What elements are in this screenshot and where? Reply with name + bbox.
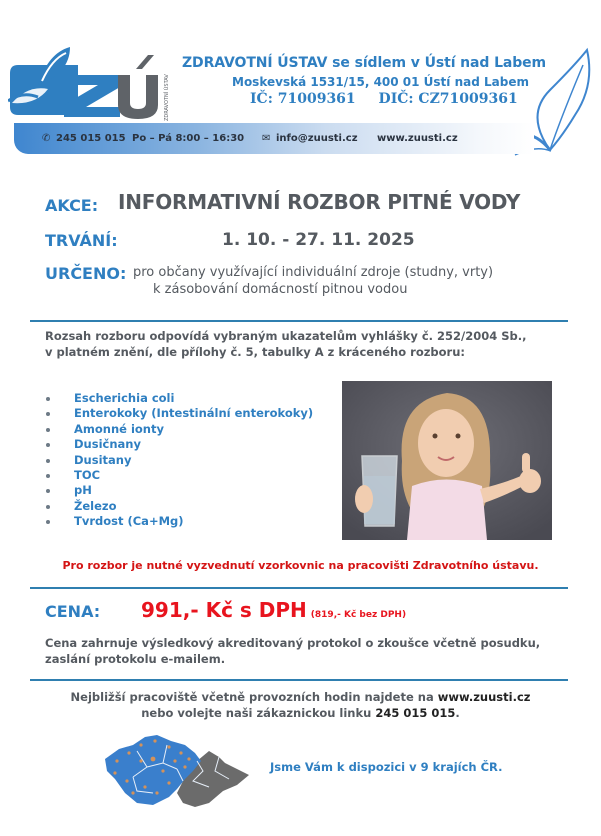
target-audience-line1: pro občany využívající individuální zdroje (studny, vrty) — [133, 265, 494, 280]
envelope-icon: ✉ — [262, 133, 271, 144]
pickup-notice: Pro rozbor je nutné vyzvednutí vzorkovnic na pracovišti Zdravotního ústavu. — [62, 559, 539, 572]
contact-phone[interactable]: 245 015 015 — [56, 133, 126, 144]
price-without-vat: (819,- Kč bez DPH) — [310, 610, 407, 620]
event-title: INFORMATIVNÍ ROZBOR PITNÉ VODY — [118, 190, 521, 214]
dic-number: DIČ: CZ71009361 — [378, 91, 518, 107]
bullet-icon — [46, 520, 50, 524]
divider — [30, 587, 568, 589]
contact-email[interactable]: info@zuusti.cz — [276, 133, 358, 144]
price-value: 991,- Kč s DPH — [141, 598, 307, 622]
list-item: Dusičnany — [40, 437, 313, 452]
bullet-icon — [46, 397, 50, 401]
divider — [30, 679, 568, 681]
contact-bar — [14, 123, 534, 154]
list-item: TOC — [40, 468, 313, 483]
phone-icon: ✆ — [42, 133, 51, 144]
girl-with-water-photo — [342, 381, 552, 540]
ic-number: IČ: 71009361 — [250, 91, 356, 107]
regions-note: Jsme Vám k dispozici v 9 krajích ČR. — [270, 760, 503, 774]
parameter-list — [40, 391, 313, 530]
list-item: pH — [40, 483, 313, 498]
bullet-icon — [46, 412, 50, 416]
czech-map-icon — [97, 731, 252, 811]
urceno-label: URČENO: — [45, 264, 127, 283]
list-item: Amonné ionty — [40, 422, 313, 437]
scope-line2: v platném znění, dle přílohy č. 5, tabulky A z kráceného rozboru: — [45, 345, 465, 359]
list-item: Dusitany — [40, 453, 313, 468]
bullet-icon — [46, 443, 50, 447]
bullet-icon — [46, 459, 50, 463]
contact-website[interactable]: www.zuusti.cz — [377, 133, 458, 144]
list-item: Escherichia coli — [40, 391, 313, 406]
scope-description — [45, 328, 527, 360]
zu-logo — [8, 45, 178, 125]
price-note: Cena zahrnuje výsledkový akreditovaný protokol o zkoušce včetně posudku, zaslání protokolu e-mailem. — [45, 636, 541, 666]
price-with-vat — [141, 598, 406, 622]
price-label: CENA: — [45, 602, 101, 621]
office-hours: Po – Pá 8:00 – 16:30 — [132, 133, 245, 144]
nearest-office-info: Nejbližší pracoviště včetně provozních hodin najdete na www.zuusti.cz nebo volejte naši zákaznickou linku 245 015 015. — [70, 690, 531, 720]
org-ids — [250, 91, 518, 107]
list-item: Tvrdost (Ca+Mg) — [40, 514, 313, 529]
org-name: ZDRAVOTNÍ ÚSTAV se sídlem v Ústí nad Labem — [182, 55, 547, 71]
website-link[interactable]: www.zuusti.cz — [437, 690, 531, 704]
bullet-icon — [46, 489, 50, 493]
akce-label: AKCE: — [45, 196, 99, 215]
trvani-label: TRVÁNÍ: — [45, 231, 118, 250]
target-audience-line2: k zásobování domácností pitnou vodou — [153, 282, 408, 297]
logo-vertical-text: ZDRAVOTNÍ ÚSTAV — [164, 74, 170, 121]
bullet-icon — [46, 428, 50, 432]
org-address: Moskevská 1531/15, 400 01 Ústí nad Labem — [232, 75, 529, 89]
hotline-number[interactable]: 245 015 015 — [375, 706, 456, 720]
event-dates: 1. 10. - 27. 11. 2025 — [222, 230, 415, 250]
scope-line1: Rozsah rozboru odpovídá vybraným ukazatelům vyhlášky č. 252/2004 Sb., — [45, 329, 527, 343]
list-item: Železo — [40, 499, 313, 514]
divider — [30, 320, 568, 322]
bullet-icon — [46, 474, 50, 478]
bullet-icon — [46, 505, 50, 509]
list-item: Enterokoky (Intestinální enterokoky) — [40, 406, 313, 421]
